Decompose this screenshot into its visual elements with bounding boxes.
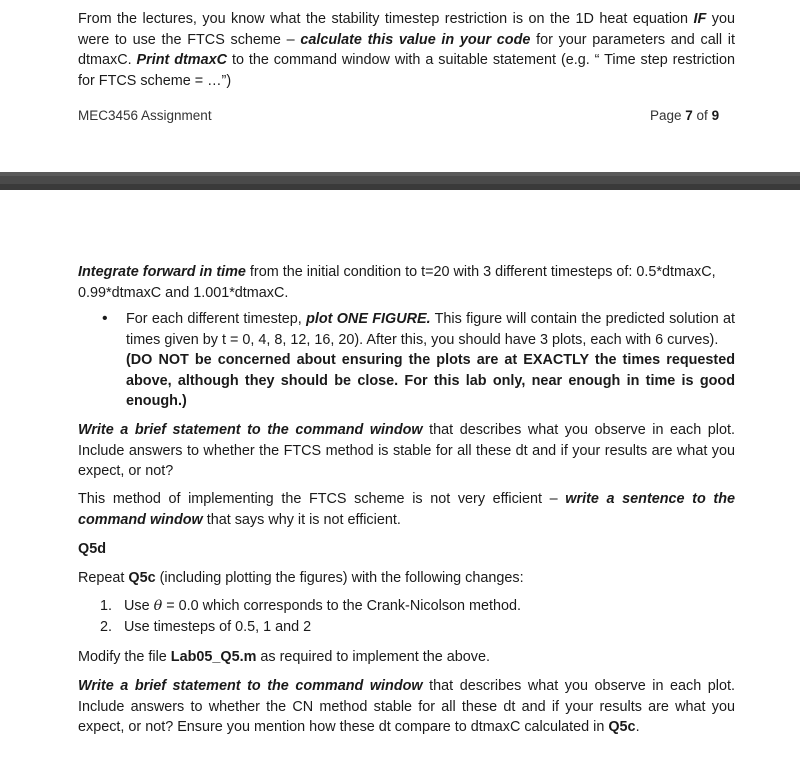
- text-run-bold: (DO NOT be concerned about ensuring the plots are at EXACTLY the times requested above, although they should be close. For this lab only, near enough in time is good enough.): [126, 352, 735, 409]
- text-run: = 0.0 which corresponds to the Crank-Nicolson method.: [162, 598, 522, 614]
- write-statement-paragraph-2: [78, 676, 735, 738]
- list-item: [100, 309, 735, 412]
- bullet-list: [100, 309, 735, 412]
- stability-paragraph: [78, 9, 735, 91]
- text-run: that describes what you observe in each plot. Include answers to whether the CN method stable for all these dt and if your results are what you expect, or not? Ensure you mention how these dt compare to dtmaxC calculated in: [78, 678, 736, 735]
- list-item: [100, 617, 521, 638]
- text-run: This figure will contain the predicted solution at times given by t = 0, 4, 8, 12, 16, 20). After this, you should have 3 plots, each with 6 curves).: [126, 311, 736, 348]
- text-run: Use: [124, 598, 154, 614]
- bullet-marker: •: [102, 310, 108, 327]
- footer-page-word: Page: [650, 108, 686, 123]
- text-run: that says why it is not efficient.: [202, 511, 401, 528]
- text-run-bold-italic: IF: [693, 11, 707, 27]
- list-item: [100, 596, 521, 617]
- footer-page-num: 7: [685, 108, 693, 123]
- text-run-bold-italic: plot ONE FIGURE.: [306, 311, 431, 327]
- text-run: (including plotting the figures) with the following changes:: [155, 570, 524, 586]
- text-run: to the command window with a suitable statement (e.g. “ Time step restriction for FTCS scheme = …”): [78, 52, 736, 89]
- text-run: From the lectures, you know what the stability timestep restriction is on the 1D heat equation: [78, 11, 694, 27]
- text-run: from the initial condition to t=20 with 3 different timesteps of: 0.5*dtmaxC, 0.99*dtmaxC and 1.001*dtmaxC.: [78, 264, 716, 301]
- numbered-list: [100, 596, 521, 638]
- text-run-bold-italic: Integrate forward in time: [78, 264, 246, 280]
- footer-of-word: of: [692, 108, 712, 123]
- page-7: [0, 0, 800, 172]
- text-run: This method of implementing the FTCS scheme is not very efficient –: [78, 491, 566, 507]
- page-separator: [0, 172, 800, 190]
- integrate-paragraph: [78, 262, 735, 303]
- text-run: as required to implement the above.: [256, 649, 490, 665]
- text-run-bold-italic: Write a brief statement to the command window: [78, 422, 423, 438]
- theta-symbol: θ: [153, 598, 163, 614]
- file-name: Lab05_Q5.m: [170, 649, 257, 665]
- text-run: .: [635, 719, 640, 735]
- text-run: Modify the file: [78, 649, 171, 665]
- text-run: Repeat: [78, 570, 129, 586]
- text-run: For each different timestep,: [126, 311, 307, 327]
- section-heading: Q5d: [78, 541, 106, 557]
- write-statement-paragraph-1: [78, 420, 735, 482]
- footer-page-total: 9: [711, 108, 720, 123]
- text-run-bold-italic: Write a brief statement to the command window: [78, 678, 423, 694]
- text-run: for your parameters and call it dtmaxC.: [78, 31, 735, 68]
- text-run-bold-italic: Print dtmaxC: [136, 52, 228, 68]
- text-run-bold: Q5c: [608, 719, 636, 735]
- text-run-bold-italic: calculate this value in your code: [300, 31, 531, 48]
- efficiency-paragraph: [78, 489, 735, 530]
- footer-course: MEC3456 Assignment: [78, 108, 212, 123]
- text-run-bold: Q5c: [128, 570, 156, 586]
- list-number: 1.: [100, 598, 113, 614]
- text-run: Use timesteps of 0.5, 1 and 2: [124, 619, 312, 635]
- text-run-bold-italic: write a sentence to the command window: [78, 491, 735, 528]
- text-run: you were to use the FTCS scheme –: [78, 11, 735, 48]
- footer-page-number: [650, 108, 719, 123]
- repeat-paragraph: [78, 568, 735, 589]
- list-number: 2.: [100, 619, 113, 635]
- text-run: that describes what you observe in each plot. Include answers to whether the FTCS method is stable for all these dt and if your results are what you expect, or not?: [78, 422, 736, 479]
- modify-paragraph: [78, 647, 735, 668]
